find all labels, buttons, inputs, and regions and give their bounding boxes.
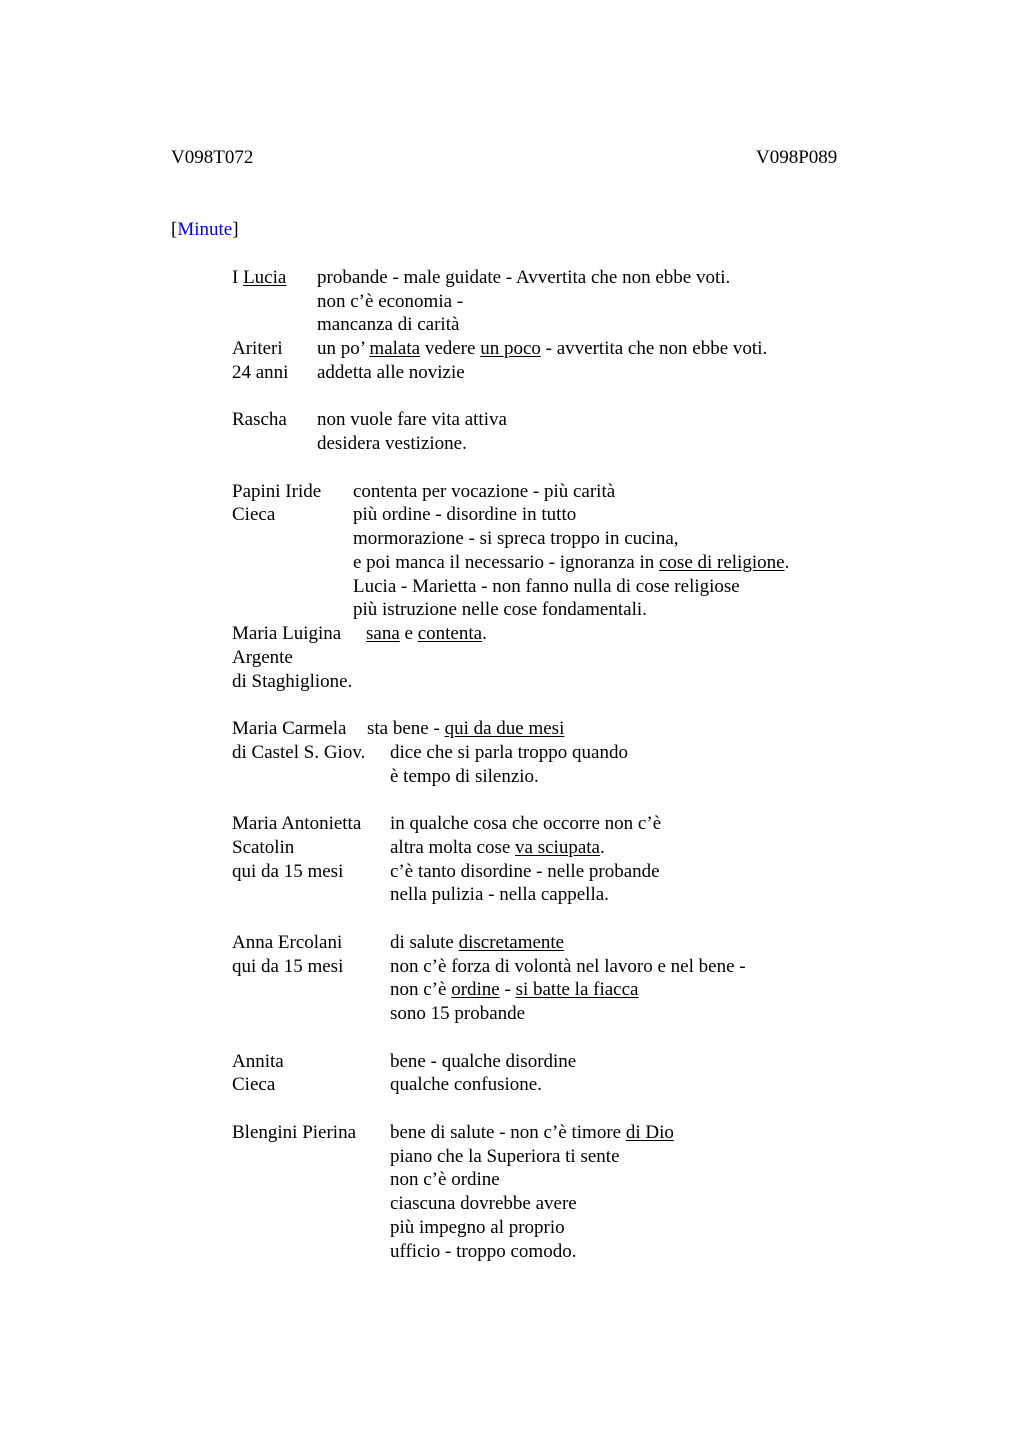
entry-blengini-line: ufficio - troppo comodo. — [390, 1241, 577, 1262]
text-run: e — [399, 623, 418, 644]
document-code-left: V098T072 — [171, 147, 254, 168]
entry-ariteri-line — [317, 337, 767, 361]
entry-lucia-label — [232, 266, 286, 290]
label-prefix: I — [232, 267, 244, 288]
underlined-text: ordine — [451, 979, 500, 1000]
bracket-open: [ — [171, 219, 178, 240]
entry-ercolani-line: non c’è forza di volontà nel lavoro e nel bene - — [390, 956, 746, 977]
entry-carmela-line: è tempo di silenzio. — [390, 766, 539, 787]
entry-antonietta-line — [390, 836, 605, 860]
underlined-text: cose di religione — [659, 552, 785, 573]
entry-ariteri-age: 24 anni — [232, 362, 289, 383]
entry-ariteri-line: addetta alle novizie — [317, 362, 465, 383]
text-run: un po’ — [317, 338, 370, 359]
entry-luigina-line — [366, 622, 487, 646]
entry-annita-line: qualche confusione. — [390, 1074, 542, 1095]
entry-blengini-line — [390, 1121, 674, 1145]
entry-blengini-line: non c’è ordine — [390, 1169, 500, 1190]
underlined-text: qui da due mesi — [444, 718, 565, 739]
entry-papini-name: Papini Iride — [232, 481, 322, 502]
entry-carmela-line — [367, 717, 564, 741]
entry-luigina-sub: Argente — [232, 647, 293, 668]
entry-ercolani-line — [390, 978, 638, 1002]
entry-ercolani-line — [390, 931, 564, 955]
entry-luigina-sub: di Staghiglione. — [232, 671, 353, 692]
entry-papini-line — [353, 551, 789, 575]
entry-papini-line: contenta per vocazione - più carità — [353, 481, 616, 502]
text-run: . — [784, 552, 790, 573]
entry-antonietta-line: in qualche cosa che occorre non c’è — [390, 813, 662, 834]
entry-annita-line: bene - qualche disordine — [390, 1051, 577, 1072]
entry-rascha-line: non vuole fare vita attiva — [317, 409, 507, 430]
entry-antonietta-line: c’è tanto disordine - nelle probande — [390, 861, 660, 882]
text-run: vedere — [420, 338, 481, 359]
text-run: - avvertita che non ebbe voti. — [540, 338, 768, 359]
entry-papini-line: più ordine - disordine in tutto — [353, 504, 577, 525]
text-run: . — [482, 623, 487, 644]
underlined-text: va sciupata — [515, 837, 600, 858]
entry-ercolani-name: Anna Ercolani — [232, 932, 343, 953]
entry-blengini-line: ciascuna dovrebbe avere — [390, 1193, 577, 1214]
text-run: bene di salute - non c’è timore — [390, 1122, 626, 1143]
text-run: . — [599, 837, 605, 858]
underlined-text: discretamente — [458, 932, 565, 953]
entry-blengini-line: piano che la Superiora ti sente — [390, 1146, 620, 1167]
entry-lucia-line: non c’è economia - — [317, 291, 464, 312]
section-title — [171, 218, 239, 242]
underlined-text: di Dio — [625, 1122, 674, 1143]
entry-rascha-line: desidera vestizione. — [317, 433, 467, 454]
entry-carmela-name: Maria Carmela — [232, 718, 347, 739]
text-run: altra molta cose — [390, 837, 516, 858]
underlined-text: sana — [366, 623, 400, 644]
entry-antonietta-sub: qui da 15 mesi — [232, 861, 344, 882]
entry-lucia-line: probande - male guidate - Avvertita che non ebbe voti. — [317, 267, 731, 288]
entry-luigina-name: Maria Luigina — [232, 623, 342, 644]
entry-rascha-name: Rascha — [232, 409, 287, 430]
underlined-text: si batte la fiacca — [515, 979, 639, 1000]
label-name: Lucia — [243, 267, 287, 288]
underlined-text: un poco — [480, 338, 541, 359]
underlined-text: malata — [369, 338, 421, 359]
entry-lucia-line: mancanza di carità — [317, 314, 460, 335]
minute-link[interactable]: Minute — [177, 219, 233, 240]
text-run: - — [499, 979, 516, 1000]
text-run: e poi manca il necessario - ignoranza in — [353, 552, 659, 573]
entry-ariteri-name: Ariteri — [232, 338, 283, 359]
entry-papini-line: mormorazione - si spreca troppo in cucina, — [353, 528, 679, 549]
entry-ercolani-sub: qui da 15 mesi — [232, 956, 344, 977]
entry-antonietta-sub: Scatolin — [232, 837, 295, 858]
entry-annita-sub: Cieca — [232, 1074, 276, 1095]
entry-ercolani-line: sono 15 probande — [390, 1003, 526, 1024]
entry-papini-sub: Cieca — [232, 504, 276, 525]
entry-annita-name: Annita — [232, 1051, 284, 1072]
entry-blengini-line: più impegno al proprio — [390, 1217, 565, 1238]
bracket-close: ] — [232, 219, 239, 240]
text-run: sta bene - — [367, 718, 445, 739]
underlined-text: contenta — [417, 623, 483, 644]
entry-antonietta-line: nella pulizia - nella cappella. — [390, 884, 609, 905]
entry-antonietta-name: Maria Antonietta — [232, 813, 362, 834]
entry-papini-line: più istruzione nelle cose fondamentali. — [353, 599, 647, 620]
text-run: non c’è — [390, 979, 452, 1000]
entry-carmela-line: dice che si parla troppo quando — [390, 742, 628, 763]
entry-carmela-sub: di Castel S. Giov. — [232, 742, 366, 763]
document-code-right: V098P089 — [756, 147, 838, 168]
entry-blengini-name: Blengini Pierina — [232, 1122, 357, 1143]
entry-papini-line: Lucia - Marietta - non fanno nulla di cose religiose — [353, 576, 740, 597]
text-run: di salute — [390, 932, 459, 953]
